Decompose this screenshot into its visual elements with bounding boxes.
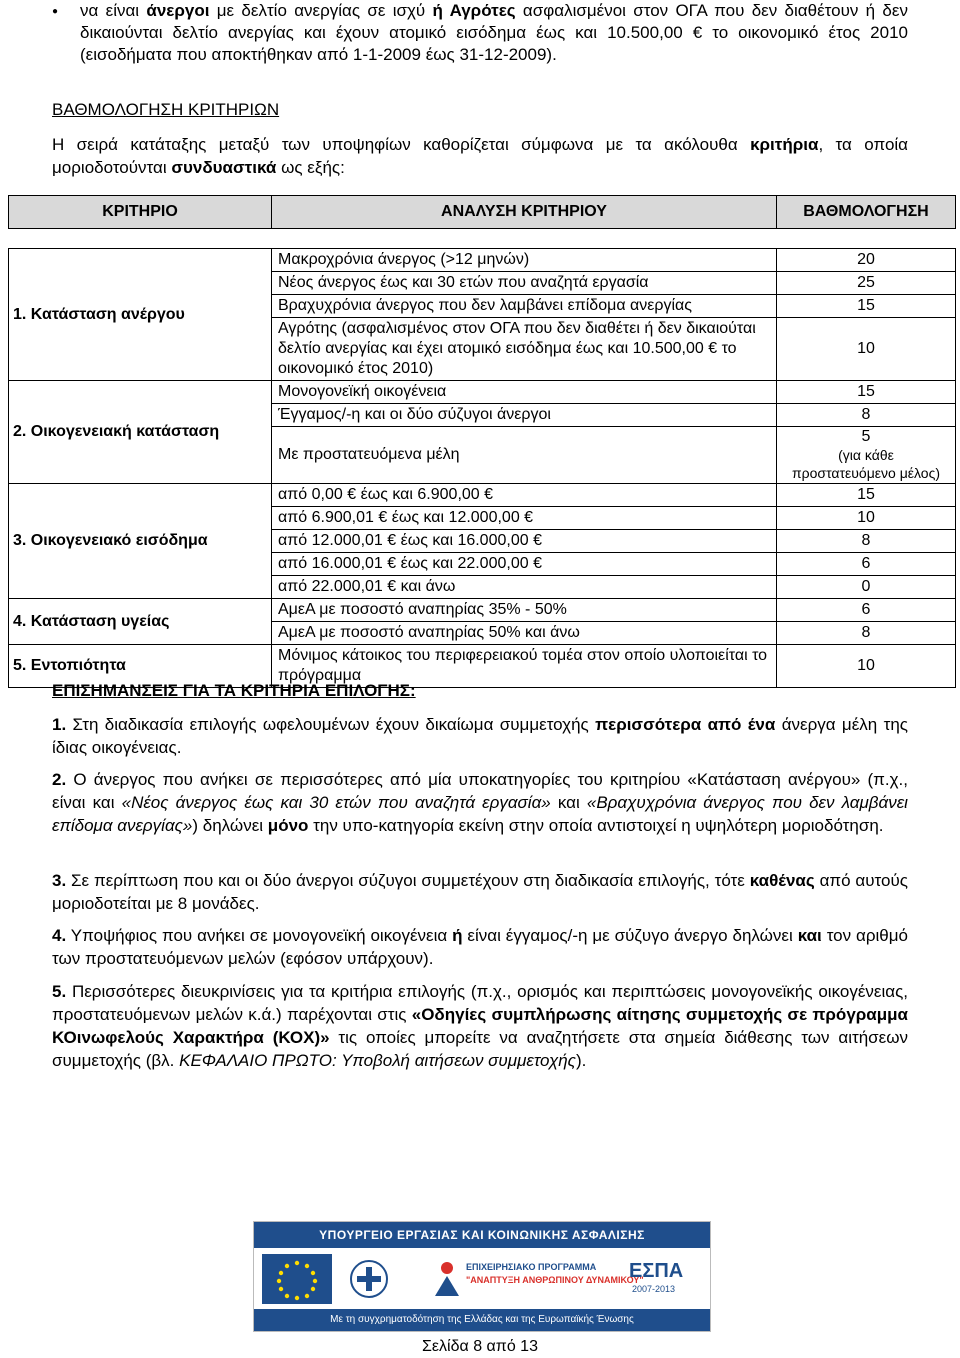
desc-cell: ΑμεΑ με ποσοστό αναπηρίας 35% - 50% (272, 599, 777, 622)
score-note-2: προστατευόμενο μέλος) (792, 465, 940, 481)
program-logo-icon (432, 1258, 462, 1298)
header-analysis: ΑΝΑΛΥΣΗ ΚΡΙΤΗΡΙΟΥ (272, 196, 777, 229)
score-cell: 15 (777, 381, 956, 404)
desc-cell: Με προστατευόμενα μέλη (272, 427, 777, 484)
espa-logo: ΕΣΠΑ (629, 1260, 684, 1282)
espa-years: 2007-2013 (632, 1284, 676, 1294)
desc-cell: Μόνιμος κάτοικος του περιφερειακού τομέα στον οποίο υλοποιείται το πρόγραμμα (272, 645, 777, 688)
desc-cell: από 0,00 € έως και 6.900,00 € (272, 484, 777, 507)
program-subtitle: "ΑΝΑΠΤΥΞΗ ΑΝΘΡΩΠΙΝΟΥ ΔΥΝΑΜΙΚΟΥ" (466, 1275, 644, 1285)
score-cell (777, 427, 956, 484)
intro-bullet-text: να είναι άνεργοι με δελτίο ανεργίας σε ισχύ ή Αγρότες ασφαλισμένοι στον ΟΓΑ που δεν διαθέτουν ή δεν δικαιούνται δελτίο ανεργίας και έχουν ατομικό εισόδημα έως και 10.500,00 € το οικονομικό έτος 2010 (εισοδήματα που αποκτήθηκαν από 1-1-2009 έως 31-12-2009). (80, 1, 908, 64)
criterion-cell: 1. Κατάσταση ανέργου (9, 249, 272, 381)
desc-cell: Βραχυχρόνια άνεργος που δεν λαμβάνει επίδομα ανεργίας (272, 295, 777, 318)
score-cell: 25 (777, 272, 956, 295)
table-row (9, 381, 956, 404)
score-cell: 15 (777, 295, 956, 318)
score-note: (για κάθε (838, 447, 894, 463)
criterion-cell: 2. Οικογενειακή κατάσταση (9, 381, 272, 484)
desc-cell: Έγγαμος/-η και οι δύο σύζυγοι άνεργοι (272, 404, 777, 427)
desc-cell: από 6.900,01 € έως και 12.000,00 € (272, 507, 777, 530)
score-cell: 0 (777, 576, 956, 599)
greek-emblem-icon (349, 1258, 389, 1300)
note-3: 3. Σε περίπτωση που και οι δύο άνεργοι σύζυγοι συμμετέχουν στη διαδικασία επιλογής, τότε καθένας από αυτούς μοριοδοτείται με 8 μονάδες. (52, 871, 908, 913)
desc-cell: από 16.000,01 € έως και 22.000,00 € (272, 553, 777, 576)
criterion-cell: 5. Εντοπιότητα (9, 645, 272, 688)
desc-cell: Αγρότης (ασφαλισμένος στον ΟΓΑ που δεν διαθέτει ή δεν δικαιούται δελτίο ανεργίας και έχει ατομικό εισόδημα έως και 10.500,00 € το οικονομικό έτος 2010) (272, 318, 777, 381)
score-cell: 10 (777, 507, 956, 530)
table-row (9, 249, 956, 272)
score-cell: 8 (777, 530, 956, 553)
header-score: ΒΑΘΜΟΛΟΓΗΣΗ (777, 196, 956, 229)
bullet-dot: ● (52, 6, 59, 17)
score-cell: 10 (777, 318, 956, 381)
section-heading: ΒΑΘΜΟΛΟΓΗΣΗ ΚΡΙΤΗΡΙΩΝ (52, 100, 280, 119)
score-cell: 8 (777, 404, 956, 427)
desc-cell: Μακροχρόνια άνεργος (>12 μηνών) (272, 249, 777, 272)
notes-title: ΕΠΙΣΗΜΑΝΣΕΙΣ ΓΙΑ ΤΑ ΚΡΙΤΗΡΙΑ ΕΠΙΛΟΓΗΣ: (52, 681, 416, 700)
desc-cell: Νέος άνεργος έως και 30 ετών που αναζητά εργασία (272, 272, 777, 295)
note-4: 4. Υποψήφιος που ανήκει σε μονογονεϊκή οικογένεια ή είναι έγγαμος/-η με σύζυγο άνεργο δηλώνει και τον αριθμό των προστατευόμενων μελών (εφόσον υπάρχουν). (52, 926, 908, 968)
page-number: Σελίδα 8 από 13 (422, 1338, 538, 1355)
note-2: 2. Ο άνεργος που ανήκει σε περισσότερες από μία υποκατηγορίες του κριτηρίου «Κατάσταση ανέργου» (π.χ., είναι και «Νέος άνεργος έως και 30 ετών που αναζητά εργασία» και «Βραχυχρόνια άνεργος που δεν λαμβάνει επίδομα ανεργίας») δηλώνει μόνο την υπο-κατηγορία εκείνη στην οποία αντιστοιχεί η υψηλότερη μοριοδότηση. (52, 770, 908, 835)
score-cell: 8 (777, 622, 956, 645)
header-criterion: ΚΡΙΤΗΡΙΟ (9, 196, 272, 229)
score-value: 5 (861, 428, 871, 445)
eu-flag-icon (262, 1254, 332, 1304)
desc-cell: από 12.000,01 € έως και 16.000,00 € (272, 530, 777, 553)
score-cell: 6 (777, 599, 956, 622)
logo-funding-note: Με τη συγχρηματοδότηση της Ελλάδας και της Ευρωπαϊκής Ένωσης (254, 1309, 710, 1331)
intro-paragraph: Η σειρά κατάταξης μεταξύ των υποψηφίων καθορίζεται σύμφωνα με τα ακόλουθα κριτήρια, τα οποία μοριοδοτούνται συνδυαστικά ως εξής: (52, 135, 908, 177)
criterion-cell: 3. Οικογενειακό εισόδημα (9, 484, 272, 599)
table-row (9, 599, 956, 622)
score-cell: 10 (777, 645, 956, 688)
score-cell: 20 (777, 249, 956, 272)
criteria-table (8, 195, 956, 688)
desc-cell: ΑμεΑ με ποσοστό αναπηρίας 50% και άνω (272, 622, 777, 645)
table-row (9, 484, 956, 507)
desc-cell: από 22.000,01 € και άνω (272, 576, 777, 599)
program-title: ΕΠΙΧΕΙΡΗΣΙΑΚΟ ΠΡΟΓΡΑΜΜΑ (466, 1262, 597, 1272)
desc-cell: Μονογονεϊκή οικογένεια (272, 381, 777, 404)
ministry-logo-banner (253, 1221, 711, 1332)
score-cell: 6 (777, 553, 956, 576)
criterion-cell: 4. Κατάσταση υγείας (9, 599, 272, 645)
logo-ministry-title: ΥΠΟΥΡΓΕΙΟ ΕΡΓΑΣΙΑΣ ΚΑΙ ΚΟΙΝΩΝΙΚΗΣ ΑΣΦΑΛΙΣΗΣ (254, 1222, 710, 1248)
note-1: 1. Στη διαδικασία επιλογής ωφελουμένων έχουν δικαίωμα συμμετοχής περισσότερα από ένα άνεργα μέλη της ίδιας οικογένειας. (52, 715, 908, 757)
note-5: 5. Περισσότερες διευκρινίσεις για τα κριτήρια επιλογής (π.χ., ορισμός και περιπτώσεις μονογονεϊκής οικογένειας, προστατευόμενων μελών κ.ά.) παρέχονται στις «Οδηγίες συμπλήρωσης αίτησης συμμετοχής σε πρόγραμμα ΚΟινωφελούς Χαρακτήρα (ΚΟΧ)» τις οποίες μπορείτε να αναζητήσετε στα σημεία διάθεσης των αιτήσεων συμμετοχής (βλ. ΚΕΦΑΛΑΙΟ ΠΡΩΤΟ: Υποβολή αιτήσεων συμμετοχής). (52, 982, 908, 1070)
score-cell: 15 (777, 484, 956, 507)
table-header-row (9, 196, 956, 229)
